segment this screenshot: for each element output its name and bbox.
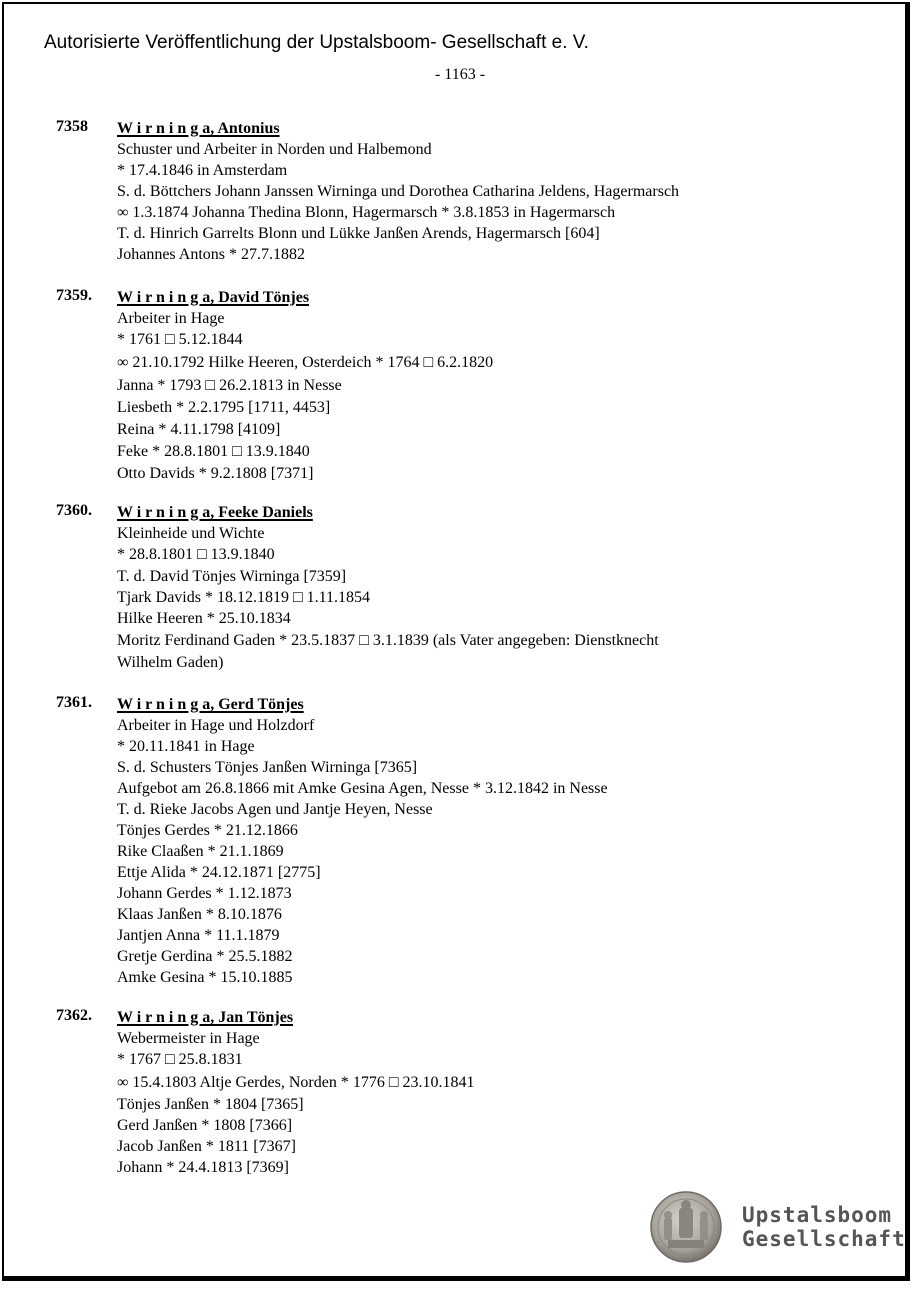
- page-header: Autorisierte Veröffentlichung der Upstalsboom- Gesellschaft e. V.: [44, 32, 589, 53]
- entry-line: S. d. Schusters Tönjes Janßen Wirninga [7365]: [117, 759, 418, 776]
- entry-line: Johannes Antons * 27.7.1882: [117, 246, 305, 263]
- entry-line: Klaas Janßen * 8.10.1876: [117, 906, 282, 923]
- entry-line: Janna * 1793 □ 26.2.1813 in Nesse: [117, 377, 342, 394]
- entry-line: Arbeiter in Hage und Holzdorf: [117, 717, 315, 734]
- entry-line: Arbeiter in Hage: [117, 310, 225, 327]
- entry-line: Hilke Heeren * 25.10.1834: [117, 610, 291, 627]
- entry-line: S. d. Böttchers Johann Janssen Wirninga und Dorothea Catharina Jeldens, Hagermarsch: [117, 183, 680, 200]
- entry-number: 7358: [56, 118, 88, 135]
- page-number: - 1163 -: [434, 66, 486, 83]
- entry-line: Gretje Gerdina * 25.5.1882: [117, 948, 293, 965]
- entry-number: 7360.: [56, 502, 92, 519]
- entry-line: Johann * 24.4.1813 [7369]: [117, 1159, 289, 1176]
- entry-name: W i r n i n g a, Gerd Tönjes: [117, 696, 304, 713]
- entry-line: ∞ 21.10.1792 Hilke Heeren, Osterdeich * 1764 □ 6.2.1820: [117, 354, 494, 371]
- entry-line: * 1767 □ 25.8.1831: [117, 1051, 243, 1068]
- entry-line: Otto Davids * 9.2.1808 [7371]: [117, 465, 314, 482]
- entry-name: W i r n i n g a, David Tönjes: [117, 289, 310, 306]
- entry-line: Moritz Ferdinand Gaden * 23.5.1837 □ 3.1.1839 (als Vater angegeben: Dienstknecht: [117, 632, 659, 649]
- entry-line: ∞ 1.3.1874 Johanna Thedina Blonn, Hagermarsch * 3.8.1853 in Hagermarsch: [117, 204, 616, 221]
- entry-line: Jacob Janßen * 1811 [7367]: [117, 1138, 296, 1155]
- entry-line: Tjark Davids * 18.12.1819 □ 1.11.1854: [117, 589, 371, 606]
- entry-line: * 28.8.1801 □ 13.9.1840: [117, 546, 275, 563]
- entry-line: Tönjes Gerdes * 21.12.1866: [117, 822, 298, 839]
- entry-line: T. d. David Tönjes Wirninga [7359]: [117, 568, 347, 585]
- entry-line: Amke Gesina * 15.10.1885: [117, 969, 293, 986]
- entry-line: Kleinheide und Wichte: [117, 525, 265, 542]
- wordmark-line-1: Upstalsboom: [742, 1203, 893, 1227]
- entry-number: 7359.: [56, 287, 92, 304]
- entry-line: Liesbeth * 2.2.1795 [1711, 4453]: [117, 399, 331, 416]
- entry-line: * 17.4.1846 in Amsterdam: [117, 162, 288, 179]
- entry-number: 7361.: [56, 694, 92, 711]
- society-wordmark: [742, 1203, 906, 1251]
- entry-line: Johann Gerdes * 1.12.1873: [117, 885, 292, 902]
- entry-line: Webermeister in Hage: [117, 1030, 260, 1047]
- entry-name: W i r n i n g a, Feeke Daniels: [117, 504, 313, 521]
- entry-line: * 1761 □ 5.12.1844: [117, 331, 243, 348]
- entry-line: Ettje Alida * 24.12.1871 [2775]: [117, 864, 321, 881]
- entry-line: ∞ 15.4.1803 Altje Gerdes, Norden * 1776 □ 23.10.1841: [117, 1074, 475, 1091]
- entry-line: * 20.11.1841 in Hage: [117, 738, 255, 755]
- entry-line: T. d. Rieke Jacobs Agen und Jantje Heyen, Nesse: [117, 801, 433, 818]
- entry-line: Gerd Janßen * 1808 [7366]: [117, 1117, 293, 1134]
- entry-line: Rike Claaßen * 21.1.1869: [117, 843, 284, 860]
- entry-line: Reina * 4.11.1798 [4109]: [117, 421, 281, 438]
- entry-line: T. d. Hinrich Garrelts Blonn und Lükke Janßen Arends, Hagermarsch [604]: [117, 225, 600, 242]
- entry-line: Tönjes Janßen * 1804 [7365]: [117, 1096, 304, 1113]
- entry-line: Wilhelm Gaden): [117, 654, 224, 671]
- entry-number: 7362.: [56, 1007, 92, 1024]
- entry-name: W i r n i n g a, Jan Tönjes: [117, 1009, 294, 1026]
- entry-name: W i r n i n g a, Antonius: [117, 120, 280, 137]
- entry-line: Jantjen Anna * 11.1.1879: [117, 927, 280, 944]
- entry-line: Feke * 28.8.1801 □ 13.9.1840: [117, 443, 310, 460]
- entry-line: Aufgebot am 26.8.1866 mit Amke Gesina Agen, Nesse * 3.12.1842 in Nesse: [117, 780, 608, 797]
- entry-line: Schuster und Arbeiter in Norden und Halbemond: [117, 141, 432, 158]
- wordmark-line-2: Gesellschaft: [742, 1227, 906, 1251]
